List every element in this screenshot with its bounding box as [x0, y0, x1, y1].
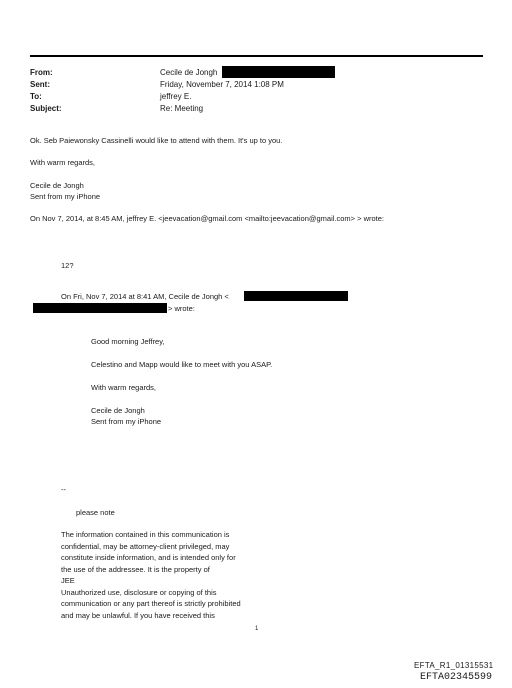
disclaimer-line: Unauthorized use, disclosure or copying of this [61, 587, 217, 597]
message-line: Ok. Seb Paiewonsky Cassinelli would like to attend with them. It's up to you. [30, 136, 283, 145]
disclaimer [61, 529, 281, 621]
from-label: From: [30, 68, 53, 77]
signature-name: Cecile de Jongh [30, 181, 84, 190]
signature-name-2: Cecile de Jongh [91, 406, 145, 415]
separator: -- [61, 485, 66, 494]
subject-value: Re: Meeting [160, 104, 204, 113]
disclaimer-line: constitute inside information, and is intended only for [61, 553, 236, 562]
header-rule [30, 55, 483, 57]
quote-intro: On Nov 7, 2014, at 8:45 AM, jeffrey E. <jeevacation@gmail.com <mailto:jeevacation@gmail.com> > wrote: [30, 214, 385, 223]
signature-device: Sent from my iPhone [30, 192, 101, 201]
greeting-line: Good morning Jeffrey, [91, 337, 165, 346]
disclaimer-line: confidential, may be attorney-client privileged, may [61, 541, 230, 551]
quote2-intro: On Fri, Nov 7, 2014 at 8:41 AM, Cecile de Jongh < [61, 292, 229, 301]
disclaimer-line: JEE [61, 576, 75, 585]
redaction-bar [33, 303, 167, 313]
regards-line-2: With warm regards, [91, 383, 157, 392]
sent-value: Friday, November 7, 2014 1:08 PM [160, 80, 284, 89]
reply-text: 12? [61, 261, 74, 270]
disclaimer-line: communication or any part thereof is strictly prohibited [61, 599, 241, 608]
page-number: 1 [255, 626, 259, 632]
from-value: Cecile de Jongh [160, 68, 218, 77]
quote2-wrote: > wrote: [168, 304, 195, 313]
disclaimer-line: the use of the addressee. It is the property of [61, 564, 210, 574]
to-value: jeffrey E. [160, 92, 192, 101]
to-label: To: [30, 92, 42, 101]
sent-label: Sent: [30, 80, 50, 89]
bates-stamp-1: EFTA_R1_01315531 [414, 661, 494, 670]
bates-stamp-2: EFTA02345599 [420, 672, 493, 683]
subject-label: Subject: [30, 104, 62, 113]
redaction-bar [244, 291, 348, 301]
disclaimer-line: and may be unlawful. If you have received this [61, 610, 215, 620]
message-line-2: Celestino and Mapp would like to meet with you ASAP. [91, 360, 273, 369]
please-note: please note [76, 508, 115, 517]
redaction-bar [222, 66, 335, 78]
regards-line: With warm regards, [30, 158, 96, 167]
disclaimer-line: The information contained in this communication is [61, 530, 230, 539]
signature-device-2: Sent from my iPhone [91, 417, 162, 426]
